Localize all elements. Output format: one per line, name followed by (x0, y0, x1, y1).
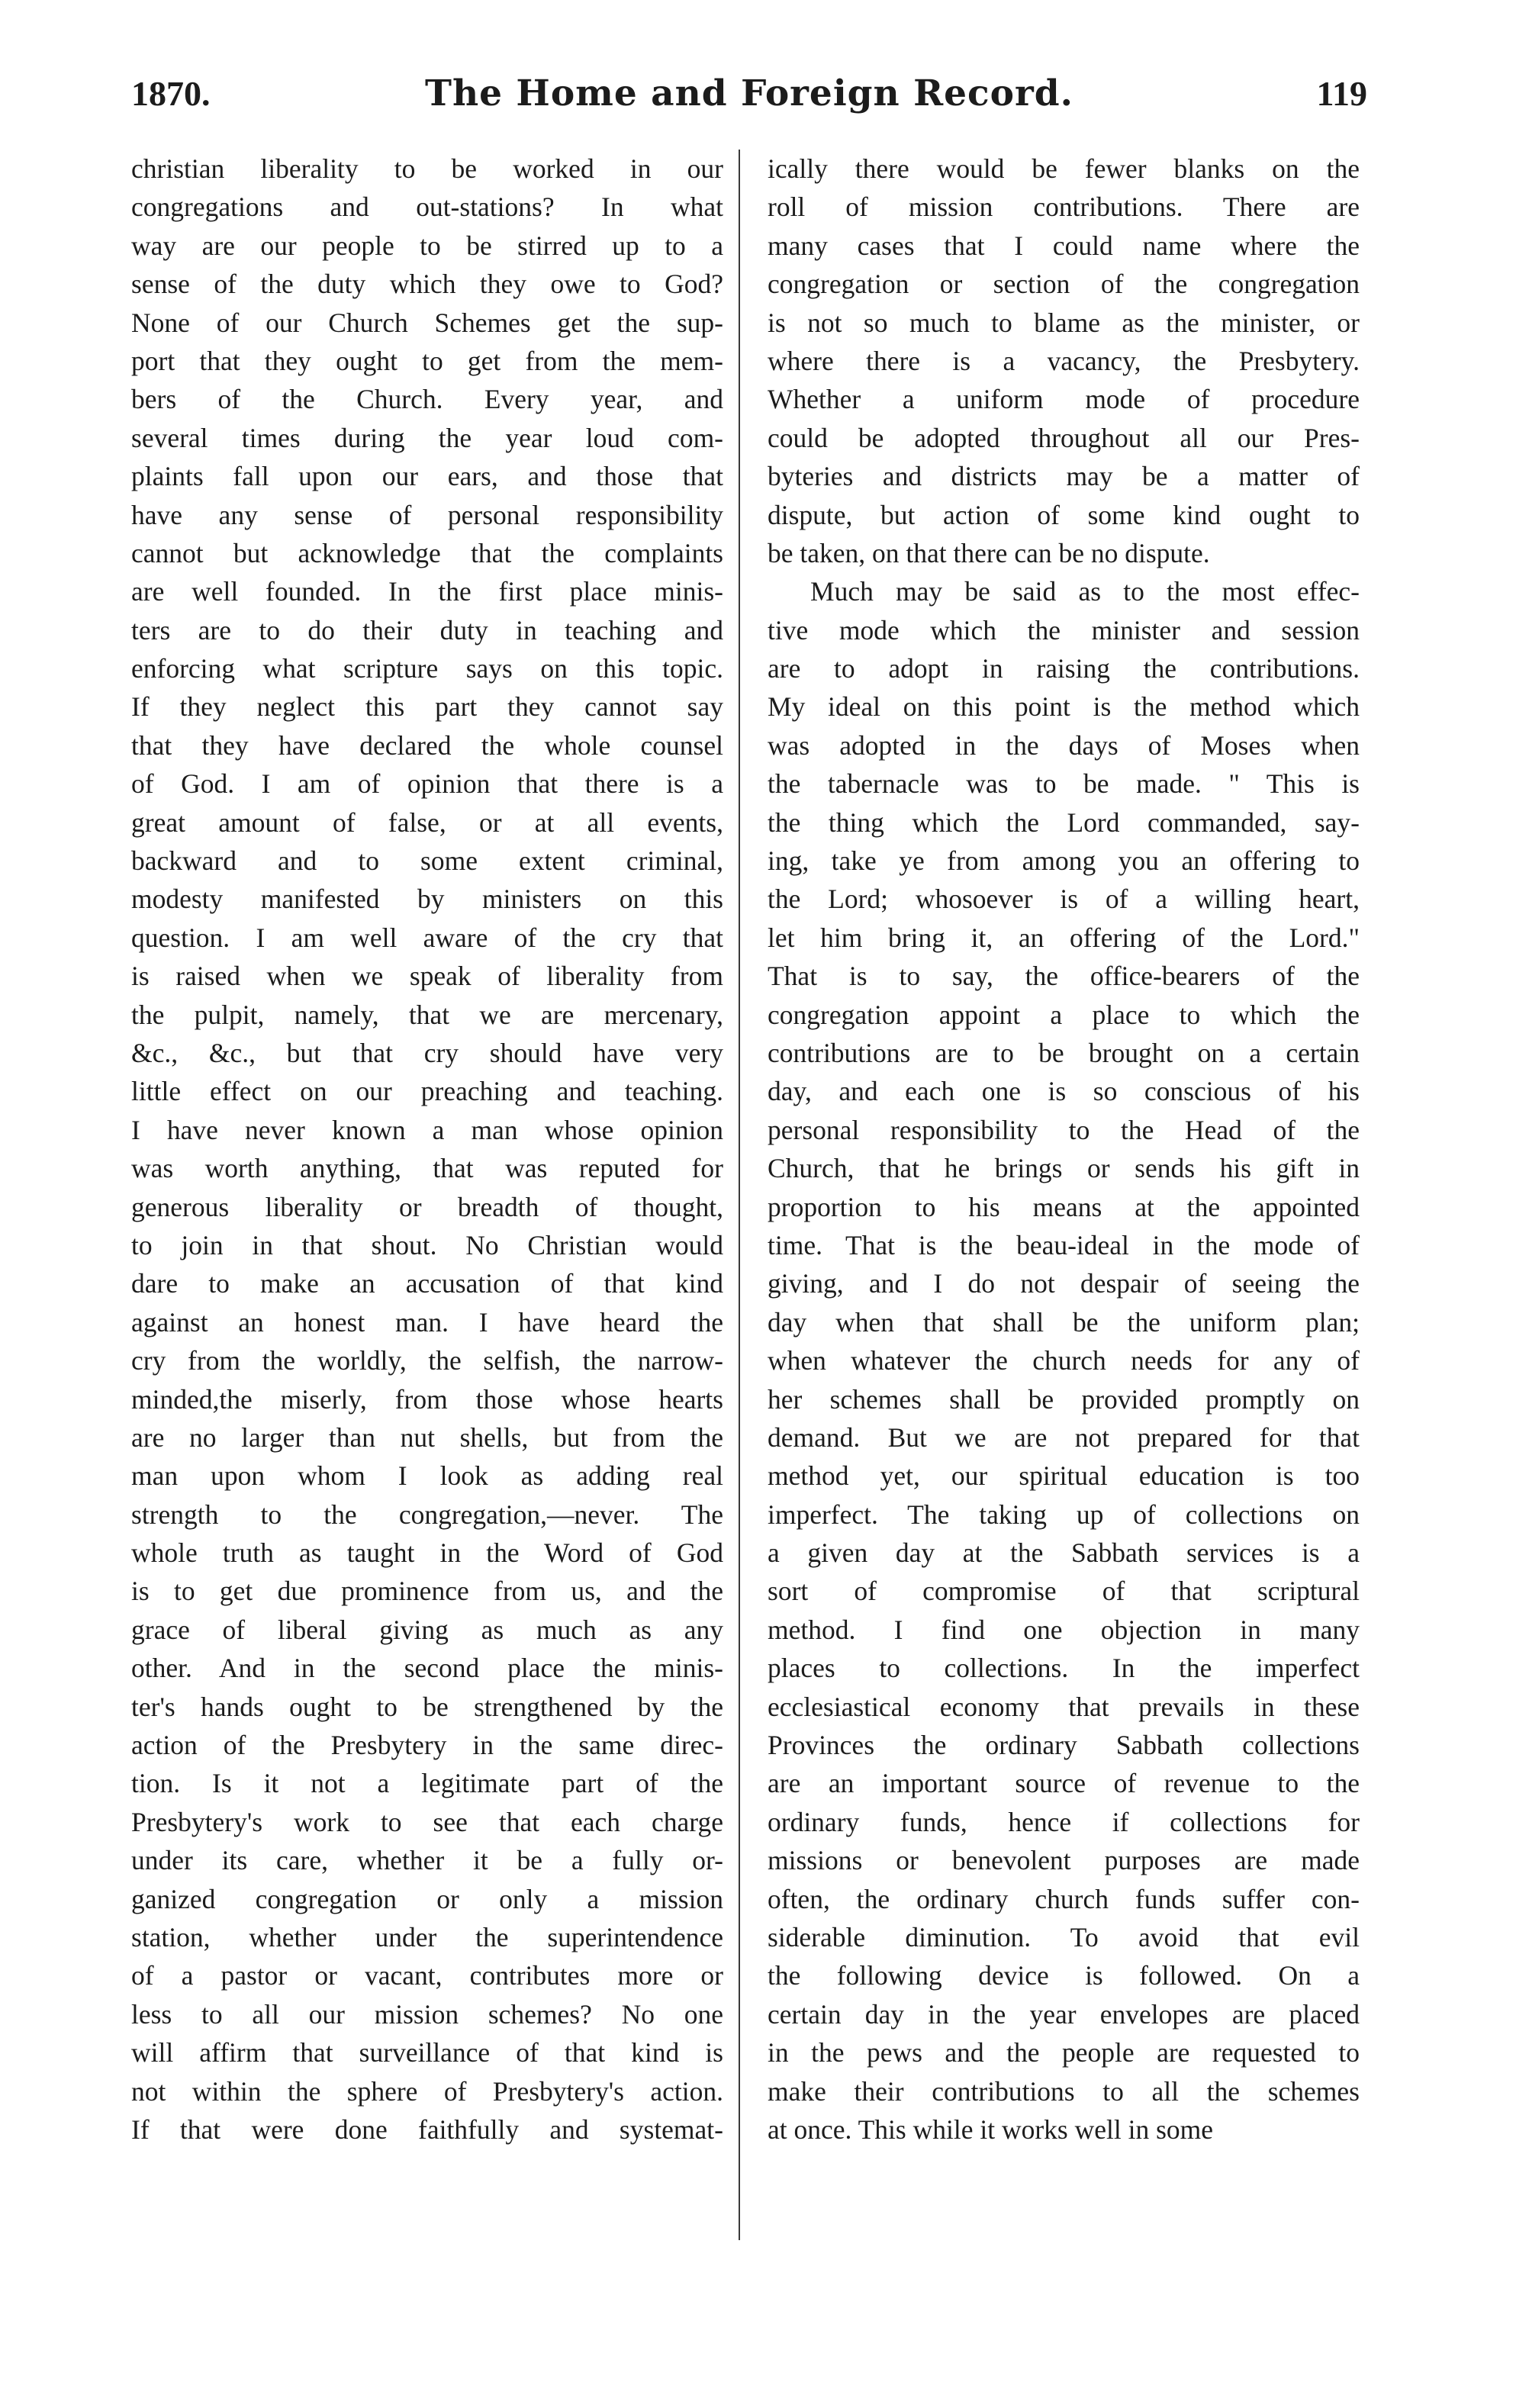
text-line: several times during the year loud com- (131, 422, 723, 453)
text-line: day when that shall be the uniform plan; (768, 1306, 1360, 1338)
text-line: Presbytery's work to see that each charge (131, 1806, 723, 1837)
text-line: when whatever the church needs for any of (768, 1345, 1360, 1376)
text-line: sort of compromise of that scriptural (768, 1576, 1360, 1607)
text-line: the tabernacle was to be made. " This is (768, 768, 1360, 800)
text-line: to join in that shout. No Christian would (131, 1229, 723, 1260)
text-line: her schemes shall be provided promptly on (768, 1383, 1360, 1415)
text-line: was worth anything, that was reputed for (131, 1153, 723, 1184)
text-line: generous liberality or breadth of thought, (131, 1191, 723, 1222)
text-line: many cases that I could name where the (768, 230, 1360, 261)
text-line: plaints fall upon our ears, and those that (131, 461, 723, 492)
text-line: modesty manifested by ministers on this (131, 884, 723, 915)
text-line: will affirm that surveillance of that kind is (131, 2037, 723, 2068)
text-line: the pulpit, namely, that we are mercenary, (131, 999, 723, 1030)
text-line: That is to say, the office-bearers of the (768, 961, 1360, 992)
text-line: could be adopted throughout all our Pres- (768, 422, 1360, 453)
left-column (131, 150, 723, 2255)
text-line: backward and to some extent criminal, (131, 845, 723, 877)
text-line: way are our people to be stirred up to a (131, 230, 723, 261)
text-line: have any sense of personal responsibility (131, 499, 723, 530)
text-line: is to get due prominence from us, and the (131, 1576, 723, 1607)
text-line: at once. This while it works well in some (768, 2113, 1214, 2145)
text-line: My ideal on this point is the method which (768, 691, 1360, 723)
text-line: certain day in the year envelopes are placed (768, 1998, 1360, 2030)
text-line: personal responsibility to the Head of the (768, 1114, 1360, 1145)
text-line: less to all our mission schemes? No one (131, 1998, 723, 2030)
text-line: Provinces the ordinary Sabbath collections (768, 1730, 1360, 1761)
text-line: the Lord; whosoever is of a willing heart, (768, 884, 1360, 915)
text-line: question. I am well aware of the cry that (131, 922, 723, 953)
journal-title: The Home and Foreign Record. (425, 72, 1073, 114)
text-line: cry from the worldly, the selfish, the narrow- (131, 1345, 723, 1376)
text-line: ter's hands ought to be strengthened by the (131, 1691, 723, 1722)
text-line: None of our Church Schemes get the sup- (131, 307, 723, 338)
text-line: places to collections. In the imperfect (768, 1653, 1360, 1684)
text-line: I have never known a man whose opinion (131, 1114, 723, 1145)
text-line: man upon whom I look as adding real (131, 1460, 723, 1492)
text-line: ganized congregation or only a mission (131, 1883, 723, 1914)
text-line: was adopted in the days of Moses when (768, 729, 1360, 761)
text-line: a given day at the Sabbath services is a (768, 1537, 1360, 1569)
running-header (131, 67, 1367, 121)
text-line: If that were done faithfully and systemat- (131, 2113, 723, 2145)
text-line: method yet, our spiritual education is too (768, 1460, 1360, 1492)
text-line: in the pews and the people are requested to (768, 2037, 1360, 2068)
right-column (768, 150, 1360, 2255)
text-line: great amount of false, or at all events, (131, 806, 723, 838)
text-line: are to adopt in raising the contributions. (768, 653, 1360, 684)
text-line: little effect on our preaching and teaching. (131, 1076, 723, 1107)
text-line: not within the sphere of Presbytery's action. (131, 2075, 723, 2107)
text-line: roll of mission contributions. There are (768, 192, 1360, 223)
text-line: sense of the duty which they owe to God? (131, 269, 723, 300)
text-line: let him bring it, an offering of the Lord." (768, 922, 1360, 953)
text-line: ecclesiastical economy that prevails in these (768, 1691, 1360, 1722)
text-line: other. And in the second place the minis- (131, 1653, 723, 1684)
text-line: tive mode which the minister and session (768, 614, 1360, 645)
text-line: congregations and out-stations? In what (131, 192, 723, 223)
text-line: demand. But we are not prepared for that (768, 1421, 1360, 1453)
text-line: is raised when we speak of liberality from (131, 961, 723, 992)
text-line: ically there would be fewer blanks on the (768, 153, 1360, 184)
text-line: tion. Is it not a legitimate part of the (131, 1768, 723, 1799)
text-line: time. That is the beau-ideal in the mode of (768, 1229, 1360, 1260)
text-line: congregation appoint a place to which the (768, 999, 1360, 1030)
text-line: are no larger than nut shells, but from the (131, 1421, 723, 1453)
text-line: port that they ought to get from the mem- (131, 345, 723, 376)
text-line: ing, take ye from among you an offering to (768, 845, 1360, 877)
header-year: 1870. (131, 74, 211, 113)
text-line: giving, and I do not despair of seeing the (768, 1268, 1360, 1299)
text-line: day, and each one is so conscious of his (768, 1076, 1360, 1107)
text-line: make their contributions to all the schemes (768, 2075, 1360, 2107)
text-line: proportion to his means at the appointed (768, 1191, 1360, 1222)
text-line: contributions are to be brought on a certain (768, 1037, 1360, 1068)
text-line: ters are to do their duty in teaching and (131, 614, 723, 645)
text-line: of a pastor or vacant, contributes more or (131, 1960, 723, 1991)
text-line: If they neglect this part they cannot say (131, 691, 723, 723)
text-line: is not so much to blame as the minister, or (768, 307, 1360, 338)
text-line: the thing which the Lord commanded, say- (768, 806, 1360, 838)
text-line: the following device is followed. On a (768, 1960, 1360, 1991)
text-line: ordinary funds, hence if collections for (768, 1806, 1360, 1837)
text-line: &c., &c., but that cry should have very (131, 1037, 723, 1068)
text-line: are an important source of revenue to the (768, 1768, 1360, 1799)
text-line: dispute, but action of some kind ought to (768, 499, 1360, 530)
text-line: be taken, on that there can be no dispute. (768, 537, 1210, 568)
text-line: where there is a vacancy, the Presbytery. (768, 345, 1360, 376)
text-line: station, whether under the superintendence (131, 1921, 723, 1952)
text-line: cannot but acknowledge that the complaints (131, 537, 723, 568)
text-line: minded,the miserly, from those whose hearts (131, 1383, 723, 1415)
text-line: against an honest man. I have heard the (131, 1306, 723, 1338)
text-line: that they have declared the whole counsel (131, 729, 723, 761)
text-line: Much may be said as to the most effec- (810, 576, 1360, 607)
text-line: whole truth as taught in the Word of God (131, 1537, 723, 1569)
text-line: Church, that he brings or sends his gift in (768, 1153, 1360, 1184)
column-divider (739, 150, 740, 2240)
text-line: siderable diminution. To avoid that evil (768, 1921, 1360, 1952)
text-line: congregation or section of the congregation (768, 269, 1360, 300)
text-line: under its care, whether it be a fully or- (131, 1845, 723, 1876)
page-number: 119 (1316, 74, 1367, 113)
text-line: bers of the Church. Every year, and (131, 384, 723, 415)
text-line: christian liberality to be worked in our (131, 153, 723, 184)
text-line: strength to the congregation,—never. The (131, 1499, 723, 1530)
text-line: of God. I am of opinion that there is a (131, 768, 723, 800)
text-line: dare to make an accusation of that kind (131, 1268, 723, 1299)
text-line: are well founded. In the first place minis- (131, 576, 723, 607)
text-line: grace of liberal giving as much as any (131, 1614, 723, 1645)
text-line: often, the ordinary church funds suffer con- (768, 1883, 1360, 1914)
text-line: action of the Presbytery in the same direc- (131, 1730, 723, 1761)
text-line: Whether a uniform mode of procedure (768, 384, 1360, 415)
text-line: enforcing what scripture says on this topic. (131, 653, 723, 684)
text-line: method. I find one objection in many (768, 1614, 1360, 1645)
text-line: imperfect. The taking up of collections on (768, 1499, 1360, 1530)
text-line: byteries and districts may be a matter of (768, 461, 1360, 492)
text-line: missions or benevolent purposes are made (768, 1845, 1360, 1876)
